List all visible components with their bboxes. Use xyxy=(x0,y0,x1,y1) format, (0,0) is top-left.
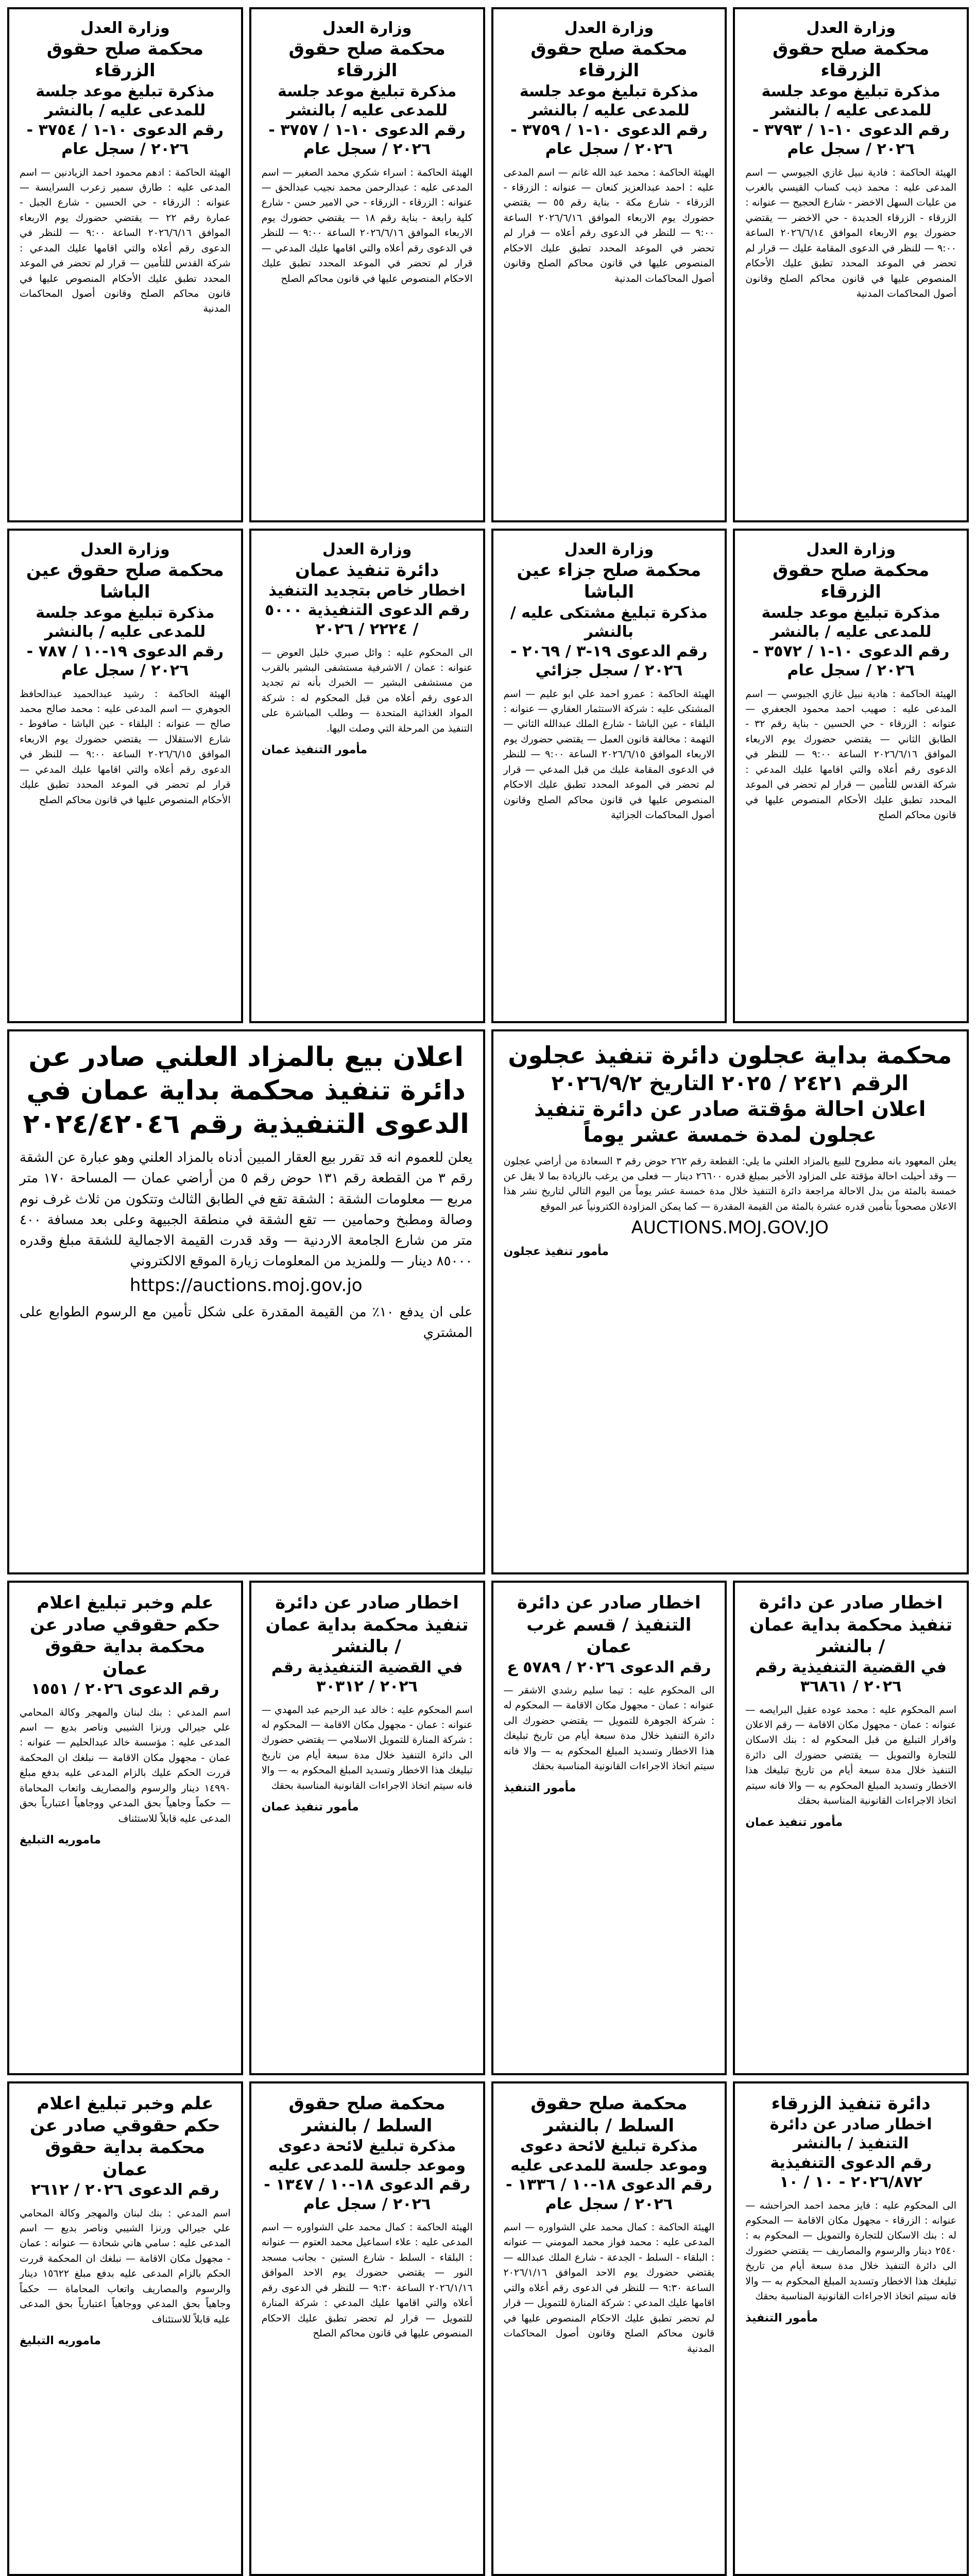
case-number: رقم الدعوى ١٩-١٠ / ٧٨٧ - ٢٠٢٦ / سجل عام xyxy=(26,642,224,680)
notice-body: اسم المحكوم عليه : محمد عوده عقيل البرايصه — عنوانه : عمان - مجهول مكان الاقامة — رقم الاعلان واقرار التبليغ من قبل المحكوم له : بنك الاسكان للتجارة والتمويل — يقتضي حضورك الى دائرة التنفيذ خلال مدة سبعة أيام من تاريخ تبليغك هذا الاخطار وتسديد المبلغ المحكوم به — والا فانه سيتم اتخاذ الاجراءات القانونية المناسبة بحقك xyxy=(745,1704,956,1807)
ministry-name: وزارة العدل xyxy=(322,19,412,37)
court-name: اخطار صادر عن دائرة التنفيذ / قسم غرب عمان xyxy=(517,1592,701,1657)
notice-body: يعلن للعموم انه قد تقرر بيع العقار المبين أدناه بالمزاد العلني وهو عبارة عن الشقة رقم ٣ من القطعة رقم ١٣١ حوض رقم ٥ من أراضي عمان — المساحة ١٧٠ متر مربع — معلومات الشقة : الشقة تقع في الطابق الثالث وتتكون من ثلاث غرف نوم وصالة ومطبخ وحمامين — تقع الشقة في منطقة الجبيهة وعلى بعد مسافة ٤٠٠ متر من شارع الجامعة الاردنية — وقد قدرت القيمة الاجمالية للشقة مبلغ وقدره ٨٥٠٠٠ دينار — وللمزيد من المعلومات زيارة الموقع الالكتروني xyxy=(20,1150,473,1269)
notice-body: اسم المحكوم عليه : خالد عبد الرحيم عبد المهدي — عنوانه : عمان - مجهول مكان الاقامة — المحكوم له : شركة المنارة للتمويل الاسلامي — يقتضي حضورك الى دائرة التنفيذ خلال مدة سبعة أيام من تاريخ تبليغك هذا الاخطار وتسديد المبلغ المحكوم به — والا فانه سيتم اتخاذ الاجراءات القانونية المناسبة بحقك xyxy=(261,1704,473,1791)
notice-body: الهيئة الحاكمة : فادية نبيل غازي الجيوسي — اسم المدعى عليه : محمد ذيب كساب القيسي بالغرب من عليات السهل الاخضر - شارع الحجيج — عنوانه : الزرقاء - الزرقاء الجديدة - حي الاخضر — يقتضي حضورك يوم الاربعاء الموافق ٢٠٢٦/٦/١٤ الساعة ٩:٠٠ — للنظر في الدعوى المقامة عليك — قرار لم تحضر في الموعد المحدد تطبق عليك الأحكام المنصوص عليها في قانون محاكم الصلح وقانون أصول المحاكمات المدنية xyxy=(745,166,956,299)
notice-body: الهيئة الحاكمة : كمال محمد علي الشواوره — اسم المدعى عليه : علاء اسماعيل محمد العتوم — عنوانه : البلقاء - السلط - شارع الستين - بجانب مسجد النور — يقتضي حضورك يوم الاحد الموافق ٢٠٢٦/١/١٦ الساعة ٩:٣٠ — للنظر في الدعوى رقم أعلاه والتي اقامها عليك المدعي : شركة المنارة للتمويل — قرار لم تحضر تطبق عليك الاحكام المنصوص عليها في قانون محاكم الصلح xyxy=(261,2222,473,2340)
notice-type: رقم الدعوى ٢٠٢٦ / ٥٧٨٩ ع xyxy=(507,1658,711,1676)
notice-signature: مأمور تنفيذ عمان xyxy=(745,1816,843,1829)
notice-type: مذكرة تبليغ موعد جلسة للمدعى عليه / بالنشر xyxy=(761,82,940,120)
notice-type: رقم الدعوى ٢٠٢٦ / ٢٦١٢ xyxy=(31,2181,219,2199)
notice-body: الهيئة الحاكمة : هادية نبيل غازي الجيوسي — اسم المدعى عليه : صهيب احمد محمود الجعفري — عنوانه : الزرقاء - حي الحسين - بناية رقم ٣٢ - الطابق الثاني — يقتضي حضورك يوم الاربعاء الموافق ٢٠٢٦/٦/١٦ الساعة ٩:٠٠ — للنظر في الدعوى رقم أعلاه والتي اقامها عليك المدعي : شركة القدس للتأمين — قرار لم تحضر في الموعد المحدد تطبق عليك الأحكام المنصوص عليها في قانون محاكم الصلح xyxy=(745,688,956,821)
notice-row-row2 xyxy=(7,529,969,1023)
court-name: محكمة صلح حقوق عين الباشا xyxy=(26,560,224,602)
notice-box xyxy=(733,529,969,1023)
notice-type: مذكرة تبليغ مشتكى عليه / بالنشر xyxy=(510,603,708,641)
notice-box xyxy=(733,1581,969,2075)
notice-type: مذكرة تبليغ موعد جلسة للمدعى عليه / بالنشر xyxy=(277,82,457,120)
court-name: علم وخبر تبليغ اعلام حكم حقوقي صادر عن محكمة بداية حقوق عمان xyxy=(29,2093,220,2180)
notice-type: رقم الدعوى ٢٠٢٦ / ١٥٥١ xyxy=(31,1680,219,1698)
notice-box xyxy=(491,7,727,522)
notice-body: الى المحكوم عليه : فايز محمد احمد الحراحشه — عنوانه : الزرقاء - مجهول مكان الاقامة — المحكوم له : بنك الاسكان للتجارة والتمويل — المحكوم به : ٢٥٤٠ دينار والرسوم والمصاريف — يقتضي حضورك الى دائرة التنفيذ خلال مدة سبعة أيام من تاريخ تبليغك هذا الاخطار وتسديد المبلغ المحكوم به — والا فانه سيتم اتخاذ الاجراءات القانونية المناسبة بحقك xyxy=(745,2199,956,2302)
court-name: محكمة صلح جزاء عين الباشا xyxy=(517,560,701,602)
notice-box xyxy=(7,2081,243,2576)
notice-body: الهيئة الحاكمة : عمرو احمد علي ابو عليم — اسم المشتكى عليه : شركة الاستثمار العقاري — عنوانه : البلقاء - عين الباشا - شارع الملك عبدالله الثاني — التهمة : مخالفة قانون العمل — يقتضي حضورك يوم الاربعاء الموافق ٢٠٢٦/٦/١٥ الساعة ٩:٠٠ — للنظر في الدعوى المقامة عليك من قبل المدعي — قرار لم تحضر في الموعد المحدد تطبق عليك الاحكام المنصوص عليها في قانون محاكم الصلح وقانون أصول المحاكمات الجزائية xyxy=(503,688,715,821)
court-name: محكمة صلح حقوق الزرقاء xyxy=(772,38,930,81)
notice-body: اسم المدعي : بنك لبنان والمهجر وكالة المحامي علي جيرالي ورنزا الشيبي وناصر بديع — اسم المدعى عليه : مؤسسة خالد عبدالحليم — عنوانه : عمان - مجهول مكان الاقامة — نبلغك ان المحكمة قررت الحكم عليك بالزام المدعى عليه بدفع مبلغ ١٤٩٩٠ دينار والرسوم والمصاريف واتعاب المحاماة — حكماً وجاهياً بحق المدعي ووجاهياً اعتبارياً بحق المدعى عليه قابلاً للاستئناف xyxy=(20,1706,231,1824)
ministry-name: وزارة العدل xyxy=(80,19,170,37)
notice-body: الى المحكوم عليه : تيما سليم رشدي الاشقر — عنوانه : عمان - مجهول مكان الاقامة — المحكوم له : شركة الجوهرة للتمويل — يقتضي حضورك الى دائرة التنفيذ خلال مدة سبعة أيام من تاريخ تبليغك هذا الاخطار وتسديد المبلغ المحكوم به — والا فانه سيتم اتخاذ الاجراءات القانونية المناسبة بحقك xyxy=(503,1685,715,1772)
case-number: رقم الدعوى التنفيذية ٢٠٢٦/٨٧٢ - ١٠ / ١٠ xyxy=(770,2154,932,2191)
court-name: محكمة صلح حقوق الزرقاء xyxy=(530,38,688,81)
court-name: دائرة تنفيذ عمان xyxy=(295,560,439,581)
notice-box xyxy=(249,2081,485,2576)
case-number: رقم الدعوى ١٠-١ / ٣٧٥٧ - ٢٠٢٦ / سجل عام xyxy=(268,121,466,158)
notice-body: الهيئة الحاكمة : رشيد عبدالحميد عبدالحافظ الجوهري — اسم المدعى عليه : محمد صالح محمد صالح — عنوانه : البلقاء - عين الباشا - صافوط - شارع الاستقلال — يقتضي حضورك يوم الاربعاء الموافق ٢٠٢٦/٦/١٥ الساعة ٩:٠٠ — للنظر في الدعوى رقم أعلاه والتي اقامها عليك المدعي — قرار لم تحضر في الموعد المحدد تطبق عليك الأحكام المنصوص عليها في قانون محاكم الصلح xyxy=(20,688,231,806)
court-name: اخطار صادر عن دائرة تنفيذ محكمة بداية عمان / بالنشر xyxy=(265,1592,469,1657)
notice-type: مذكرة تبليغ موعد جلسة للمدعى عليه / بالنشر xyxy=(36,603,215,641)
case-number: رقم الدعوى ١٠-١ / ٣٧٥٩ - ٢٠٢٦ / سجل عام xyxy=(510,121,708,158)
notice-box xyxy=(491,529,727,1023)
notice-type: اخطار صادر عن دائرة التنفيذ / بالنشر xyxy=(769,2115,932,2153)
notice-box xyxy=(7,1581,243,2075)
notice-box xyxy=(7,529,243,1023)
court-name: محكمة صلح حقوق السلط / بالنشر xyxy=(530,2093,688,2136)
notice-signature: مأمور التنفيذ xyxy=(503,1781,576,1794)
notice-box xyxy=(249,529,485,1023)
court-name: محكمة صلح حقوق الزرقاء xyxy=(46,38,204,81)
notice-box-wide xyxy=(7,1029,485,1574)
notice-row-row5 xyxy=(7,2081,969,2576)
notice-body: الهيئة الحاكمة : ادهم محمود احمد الزيادنين — اسم المدعى عليه : طارق سمير زعرب السرايسة — عنوانه : الزرقاء - حي الحسين - شارع الجبل - عمارة رقم ٢٢ — يقتضي حضورك يوم الاربعاء الموافق ٢٠٢٦/٦/١٦ الساعة ٩:٠٠ — للنظر في الدعوى رقم أعلاه والتي اقامها عليك المدعي : شركة القدس للتأمين — قرار لم تحضر في الموعد المحدد تطبق عليك الأحكام المنصوص عليها في قانون محاكم الصلح وقانون أصول المحاكمات المدنية xyxy=(20,166,231,315)
notice-row-row1 xyxy=(7,7,969,522)
notice-body: الهيئة الحاكمة : كمال محمد علي الشواوره — اسم المدعى عليه : محمد فواز محمد المومني — عنوانه : البلقاء - السلط - الجدعة - شارع الملك عبدالله — يقتضي حضورك يوم الاحد الموافق ٢٠٢٦/١/١٦ الساعة ٩:٣٠ — للنظر في الدعوى رقم أعلاه والتي اقامها عليك المدعي : شركة المنارة للتمويل — قرار لم تحضر تطبق عليك الاحكام المنصوص عليها في قانون محاكم الصلح وقانون أصول المحاكمات المدنية xyxy=(503,2222,715,2354)
notice-signature: ماموريه التبليغ xyxy=(20,2334,101,2347)
ministry-name: وزارة العدل xyxy=(806,19,896,37)
case-number: رقم الدعوى التنفيذية ٥٠٠٠ / ٢٢٢٤ / ٢٠٢٦ xyxy=(264,601,470,638)
notice-box-wide xyxy=(491,1029,969,1574)
notice-body: اسم المدعي : بنك لبنان والمهجر وكالة المحامي علي جيرالي ورنزا الشيبي وناصر بديع — اسم المدعى عليه : سامي هاني شحادة — عنوانه : عمان - مجهول مكان الاقامة — نبلغك ان المحكمة قررت الحكم بالزام المدعى عليه بدفع مبلغ ١٥٦٢٢ دينار والرسوم والمصاريف واتعاب المحاماة — حكماً وجاهياً بحق المدعي ووجاهياً اعتبارياً بحق المدعى عليه قابلاً للاستئناف xyxy=(20,2207,231,2325)
court-name: محكمة صلح حقوق السلط / بالنشر xyxy=(288,2093,446,2136)
ministry-name: وزارة العدل xyxy=(80,540,170,558)
case-number: رقم الدعوى ١٠-١ / ٣٥٧٢ - ٢٠٢٦ / سجل عام xyxy=(752,642,950,680)
notice-box xyxy=(491,1581,727,2075)
case-number: رقم الدعوى ١٠-١ / ٣٧٩٣ - ٢٠٢٦ / سجل عام xyxy=(752,121,950,158)
notice-type: مذكرة تبليغ موعد جلسة للمدعى عليه / بالنشر xyxy=(36,82,215,120)
notice-box xyxy=(733,2081,969,2576)
notice-box xyxy=(249,1581,485,2075)
case-number: رقم الدعوى ١٠-١ / ٣٧٥٤ - ٢٠٢٦ / سجل عام xyxy=(26,121,224,158)
notice-signature: مأمور تنفيذ عمان xyxy=(261,1801,359,1814)
notice-type: اخطار خاص بتجديد التنفيذ xyxy=(268,582,466,600)
notice-box xyxy=(491,2081,727,2576)
court-name: اخطار صادر عن دائرة تنفيذ محكمة بداية عمان / بالنشر xyxy=(749,1592,953,1657)
notice-row-row4 xyxy=(7,1581,969,2075)
court-name: محكمة صلح حقوق الزرقاء xyxy=(772,560,930,602)
notice-box xyxy=(733,7,969,522)
notice-type: مذكرة تبليغ موعد جلسة للمدعى عليه / بالنشر xyxy=(761,603,940,641)
notice-body: الى المحكوم عليه : وائل صبري خليل العوض — عنوانه : عمان / الاشرفية مستشفى البشير بالقرب من مستشفى البشير — الخبرك بأنه تم تجديد الدعوى رقم أعلاه من قبل المحكوم له : شركة المواد الغذائية المتحدة — وطلب المباشرة على التنفيذ من المرحلة التي وصلت اليها. xyxy=(261,647,473,734)
auction-website-link[interactable]: AUCTIONS.MOJ.GOV.JO xyxy=(631,1217,829,1239)
court-name: محكمة صلح حقوق الزرقاء xyxy=(288,38,446,81)
notice-type: في القضية التنفيذية رقم ٢٠٢٦ / ٣٦٨٦١ xyxy=(755,1658,947,1696)
auction-website-link[interactable]: https://auctions.moj.gov.jo xyxy=(129,1275,363,1296)
newspaper-legal-notices-page xyxy=(7,7,969,2576)
notice-title: محكمة بداية عجلون دائرة تنفيذ عجلون xyxy=(508,1041,952,1069)
notice-signature: ماموريه التبليغ xyxy=(20,1834,101,1846)
notice-signature: مأمور التنفيذ xyxy=(745,2311,818,2325)
notice-type: مذكرة تبليغ موعد جلسة للمدعى عليه / بالنشر xyxy=(519,82,699,120)
notice-signature: مأمور التنفيذ عمان xyxy=(261,743,368,757)
notice-box xyxy=(7,7,243,522)
notice-tail: على ان يدفع ١٠٪ من القيمة المقدرة على شكل تأمين مع الرسوم الطوابع على المشتري xyxy=(20,1304,473,1341)
ministry-name: وزارة العدل xyxy=(564,540,654,558)
notice-type: مذكرة تبليغ لائحة دعوى وموعد جلسة للمدعى عليه xyxy=(268,2137,466,2175)
notice-box xyxy=(249,7,485,522)
notice-body: الهيئة الحاكمة : محمد عبد الله غانم — اسم المدعى عليه : احمد عبدالعزيز كنعان — عنوانه : الزرقاء - الزرقاء - شارع مكة - بناية رقم ٥٥ — يقتضي حضورك يوم الاربعاء الموافق ٢٠٢٦/٦/١٦ الساعة ٩:٠٠ — للنظر في الدعوى رقم أعلاه — قرار لم تحضر في الموعد المحدد تطبق عليك الاحكام المنصوص عليها في قانون محاكم الصلح وقانون أصول المحاكمات المدنية xyxy=(503,166,715,284)
notice-title: اعلان بيع بالمزاد العلني صادر عن دائرة تنفيذ محكمة بداية عمان في الدعوى التنفيذية رقم ٢٠٢٤/٤٢٠٤٦ xyxy=(23,1042,469,1140)
case-number: رقم الدعوى ١٨-١٠ / ١٣٣٦ - ٢٠٢٦ / سجل عام xyxy=(506,2176,712,2213)
ministry-name: وزارة العدل xyxy=(564,19,654,37)
notice-type: في القضية التنفيذية رقم ٢٠٢٦ / ٣٠٣١٢ xyxy=(271,1658,463,1696)
notice-type: مذكرة تبليغ لائحة دعوى وموعد جلسة للمدعى عليه xyxy=(510,2137,708,2175)
notice-row-row3 xyxy=(7,1029,969,1574)
ministry-name: وزارة العدل xyxy=(806,540,896,558)
case-number: رقم الدعوى ١٩-٣ / ٢٠٦٩ - ٢٠٢٦ / سجل جزائي xyxy=(510,642,708,680)
case-number: رقم الدعوى ١٨-١٠ / ١٣٤٧ - ٢٠٢٦ / سجل عام xyxy=(264,2176,470,2213)
notice-subtitle: الرقم ٢٤٢١ / ٢٠٢٥ التاريخ ٢٠٢٦/٩/٢ xyxy=(551,1071,909,1095)
court-name: علم وخبر تبليغ اعلام حكم حقوقي صادر عن محكمة بداية حقوق عمان xyxy=(29,1592,220,1679)
ministry-name: وزارة العدل xyxy=(322,540,412,558)
notice-heading: اعلان احالة مؤقتة صادر عن دائرة تنفيذ عجلون لمدة خمسة عشر يوماً xyxy=(534,1097,926,1147)
notice-signature: مأمور تنفيذ عجلون xyxy=(503,1245,609,1259)
notice-body: الهيئة الحاكمة : اسراء شكري محمد الصغير — اسم المدعى عليه : عبدالرحمن محمد نجيب عبدالحق — عنوانه : الزرقاء - الزرقاء - حي الامير حسن - شارع كلية رابعة - بناية رقم ١٨ — يقتضي حضورك يوم الاربعاء الموافق ٢٠٢٦/٦/١٦ الساعة ٩:٠٠ — للنظر في الدعوى رقم أعلاه والتي اقامها عليك المدعي — قرار لم تحضر في الموعد المحدد تطبق عليك الاحكام المنصوص عليها في قانون محاكم الصلح xyxy=(261,166,473,284)
court-name: دائرة تنفيذ الزرقاء xyxy=(771,2093,931,2114)
notice-body: يعلن المعهود بانه مطروح للبيع بالمزاد العلني ما يلي: القطعة رقم ٢٦٢ حوض رقم ٣ السعادة من أراضي عجلون — وقد أحيلت احالة مؤقتة على المزاود الأخير بمبلغ قدره ٢٦٦٠٠ دينار — فعلى من يرغب بالزيادة بما لا يقل عن خمسة بالمئة من بدل الاحالة مراجعة دائرة التنفيذ خلال مدة خمسة عشر يوماً من اليوم التالي لتاريخ نشر هذا الاعلان مصحوباً بتأمين قدره عشرة بالمئة من القيمة المقدرة — كما يمكن المزاودة الكترونياً عبر الموقع xyxy=(503,1155,956,1212)
